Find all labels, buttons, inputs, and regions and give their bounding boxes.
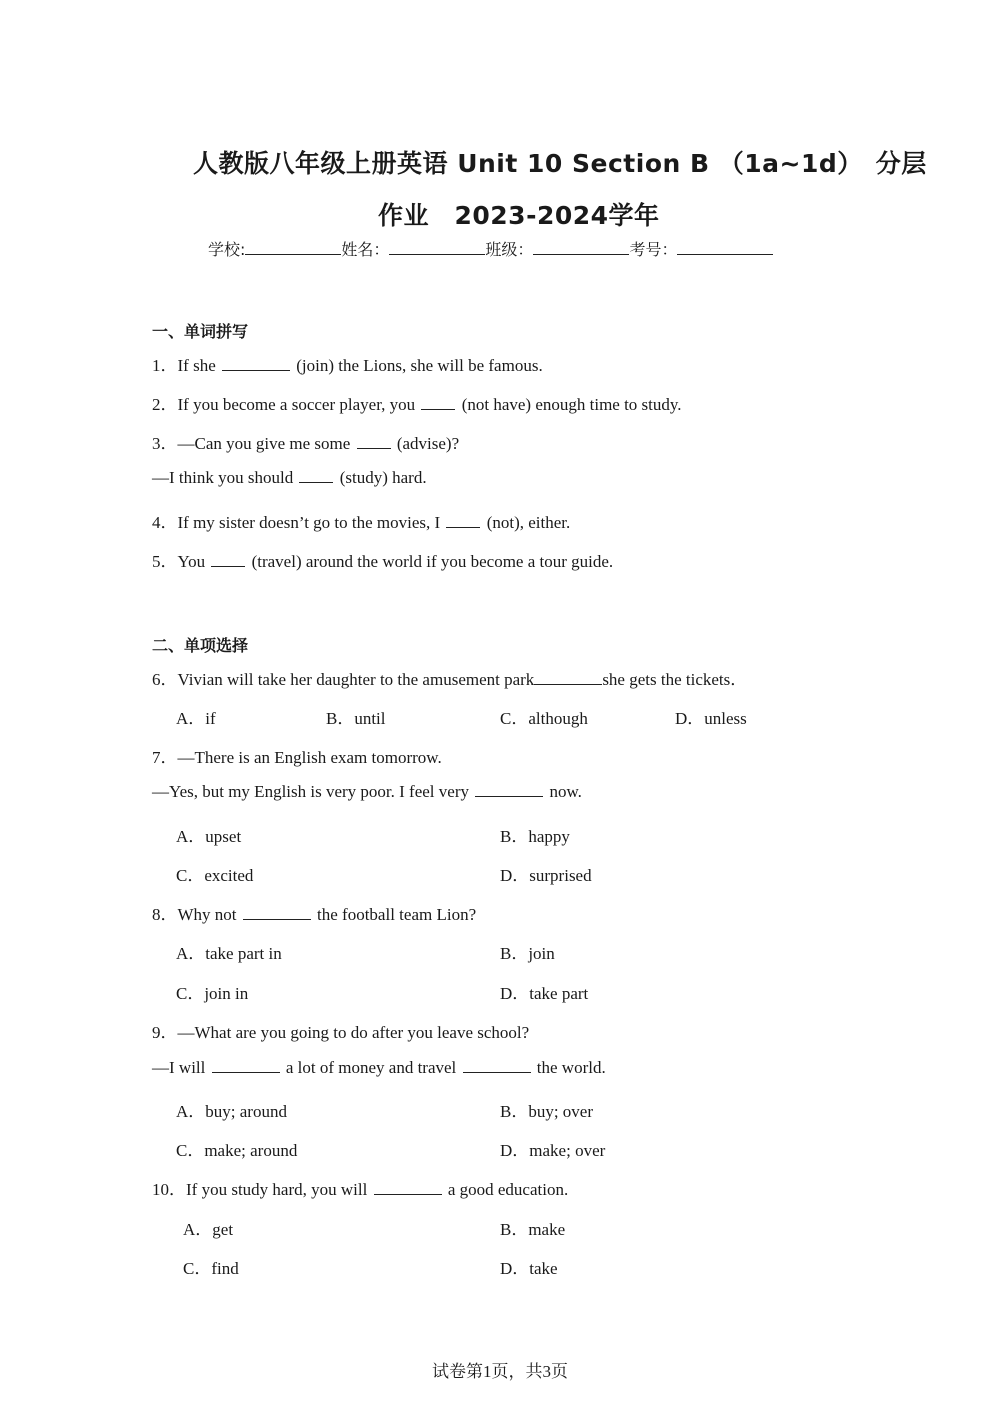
question-5: 5．You (travel) around the world if you become a tour guide.	[152, 552, 614, 571]
answer-blank[interactable]	[374, 1193, 442, 1195]
question-10: 10．If you study hard, you will a good education.	[152, 1180, 569, 1199]
question-2: 2．If you become a soccer player, you (not have) enough time to study.	[152, 395, 682, 414]
answer-blank[interactable]	[357, 447, 391, 449]
school-field[interactable]	[245, 240, 341, 255]
option-a[interactable]: A．get	[183, 1220, 234, 1239]
option-c[interactable]: C．excited	[176, 866, 254, 885]
answer-blank[interactable]	[299, 481, 333, 483]
question-7-reply: —Yes, but my English is very poor. I feel very now.	[152, 782, 582, 801]
option-b[interactable]: B．make	[500, 1220, 566, 1239]
question-6: 6．Vivian will take her daughter to the amusement park she gets the tickets．	[152, 670, 748, 689]
document-title-line1: 人教版八年级上册英语 Unit 10 Section B （1a~1d） 分层	[193, 149, 927, 178]
answer-blank[interactable]	[212, 1071, 280, 1073]
question-4: 4．If my sister doesn’t go to the movies, I (not), either.	[152, 513, 571, 532]
section-heading: 二、单项选择	[152, 636, 249, 655]
option-c[interactable]: C．although	[500, 709, 588, 728]
answer-blank[interactable]	[463, 1071, 531, 1073]
student-info-row	[208, 237, 773, 260]
question-3-reply: —I think you should (study) hard.	[152, 468, 427, 487]
option-c[interactable]: C．find	[183, 1259, 239, 1278]
option-a[interactable]: A．take part in	[176, 944, 282, 963]
answer-blank[interactable]	[446, 526, 480, 528]
option-b[interactable]: B．until	[326, 709, 386, 728]
answer-blank[interactable]	[243, 918, 311, 920]
option-c[interactable]: C．join in	[176, 984, 249, 1003]
answer-blank[interactable]	[534, 683, 602, 685]
answer-blank[interactable]	[475, 795, 543, 797]
page-footer: 试卷第1页，共3页	[432, 1362, 568, 1381]
class-field[interactable]	[533, 240, 629, 255]
option-c[interactable]: C．make; around	[176, 1141, 298, 1160]
question-3: 3．—Can you give me some (advise)?	[152, 434, 460, 453]
section-heading: 一、单词拼写	[152, 322, 249, 341]
option-d[interactable]: D．make; over	[500, 1141, 606, 1160]
option-b[interactable]: B．happy	[500, 827, 570, 846]
option-b[interactable]: B．buy; over	[500, 1102, 594, 1121]
answer-blank[interactable]	[421, 408, 455, 410]
question-9: 9．—What are you going to do after you leave school?	[152, 1023, 530, 1042]
document-title-line2: 作业 2023-2024学年	[378, 201, 660, 230]
option-a[interactable]: A．buy; around	[176, 1102, 287, 1121]
option-d[interactable]: D．surprised	[500, 866, 592, 885]
answer-blank[interactable]	[211, 565, 245, 567]
option-a[interactable]: A．upset	[176, 827, 242, 846]
question-8: 8．Why not the football team Lion?	[152, 905, 477, 924]
school-label: 学校:	[208, 240, 246, 259]
option-b[interactable]: B．join	[500, 944, 555, 963]
class-label: 班级：	[485, 240, 534, 259]
option-a[interactable]: A．if	[176, 709, 216, 728]
question-1: 1．If she (join) the Lions, she will be famous.	[152, 356, 543, 375]
option-d[interactable]: D．take part	[500, 984, 589, 1003]
option-d[interactable]: D．unless	[675, 709, 747, 728]
question-7: 7．—There is an English exam tomorrow.	[152, 748, 442, 767]
name-field[interactable]	[389, 240, 485, 255]
answer-blank[interactable]	[222, 369, 290, 371]
exam-number-field[interactable]	[677, 240, 773, 255]
name-label: 姓名：	[341, 240, 390, 259]
question-9-reply: —I will a lot of money and travel the world.	[152, 1058, 606, 1077]
exam-number-label: 考号：	[629, 240, 678, 259]
option-d[interactable]: D．take	[500, 1259, 558, 1278]
